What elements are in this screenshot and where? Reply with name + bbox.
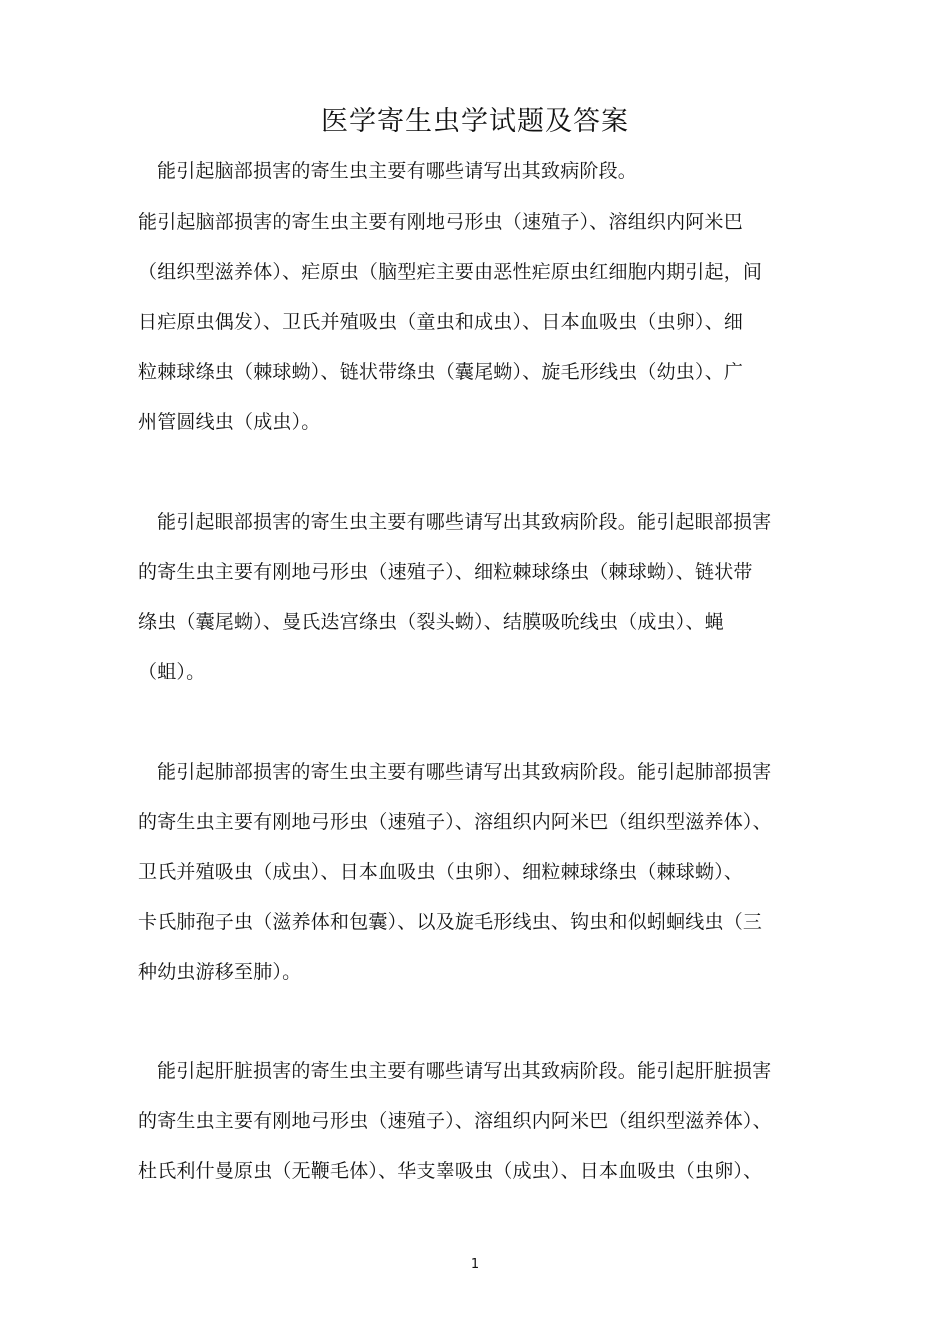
text-line-14: 卡氏肺孢子虫（滋养体和包囊）、以及旋毛形线虫、钩虫和似蚓蛔线虫（三	[138, 911, 763, 933]
text-line-18: 杜氏利什曼原虫（无鞭毛体）、华支睾吸虫（成虫）、日本血吸虫（虫卵）、	[138, 1160, 763, 1182]
text-line-12: 的寄生虫主要有刚地弓形虫（速殖子）、溶组织内阿米巴（组织型滋养体）、	[138, 811, 772, 833]
text-line-16: 能引起肝脏损害的寄生虫主要有哪些请写出其致病阶段。能引起肝脏损害	[157, 1060, 772, 1082]
text-line-17: 的寄生虫主要有刚地弓形虫（速殖子）、溶组织内阿米巴（组织型滋养体）、	[138, 1110, 772, 1132]
page-number: 1	[470, 1257, 480, 1272]
text-line-5: 粒棘球绦虫（棘球蚴）、链状带绦虫（囊尾蚴）、旋毛形线虫（幼虫）、广	[138, 361, 744, 383]
text-line-11: 能引起肺部损害的寄生虫主要有哪些请写出其致病阶段。能引起肺部损害	[157, 761, 772, 783]
text-line-2: 能引起脑部损害的寄生虫主要有刚地弓形虫（速殖子）、溶组织内阿米巴	[138, 211, 743, 233]
text-line-10: （蛆）。	[138, 661, 206, 683]
text-line-8: 的寄生虫主要有刚地弓形虫（速殖子）、细粒棘球绦虫（棘球蚴）、链状带	[138, 561, 753, 583]
text-line-6: 州管圆线虫（成虫）。	[138, 411, 321, 433]
text-line-9: 绦虫（囊尾蚴）、曼氏迭宫绦虫（裂头蚴）、结膜吸吮线虫（成虫）、蝇	[138, 611, 724, 633]
text-line-3: （组织型滋养体）、疟原虫（脑型疟主要由恶性疟原虫红细胞内期引起，间	[138, 261, 763, 283]
text-line-13: 卫氏并殖吸虫（成虫）、日本血吸虫（虫卵）、细粒棘球绦虫（棘球蚴）、	[138, 861, 744, 883]
text-line-15: 种幼虫游移至肺）。	[138, 961, 302, 983]
text-line-4: 日疟原虫偶发）、卫氏并殖吸虫（童虫和成虫）、日本血吸虫（虫卵）、细	[138, 311, 744, 333]
text-line-1: 能引起脑部损害的寄生虫主要有哪些请写出其致病阶段。	[157, 160, 638, 182]
document-title: 医学寄生虫学试题及答案	[321, 106, 629, 137]
text-line-7: 能引起眼部损害的寄生虫主要有哪些请写出其致病阶段。能引起眼部损害	[157, 511, 772, 533]
